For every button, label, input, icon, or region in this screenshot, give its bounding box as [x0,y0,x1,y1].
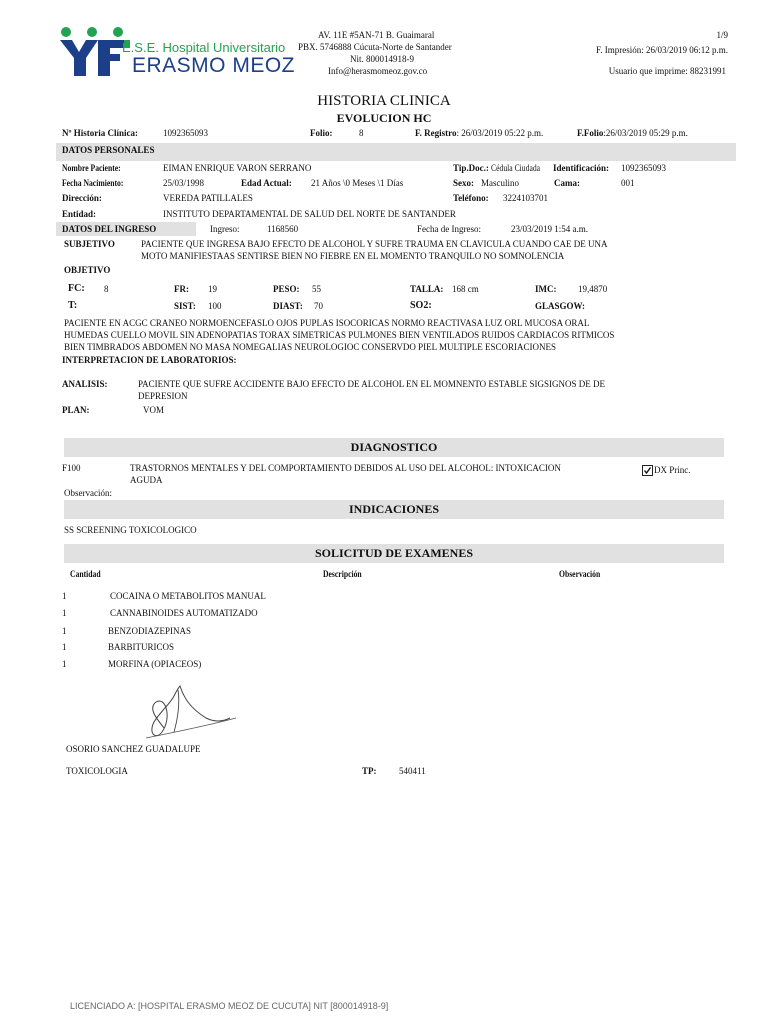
exam-qty: 1 [62,642,67,652]
print-date [596,45,728,55]
ingreso-label: Ingreso: [210,224,240,234]
logo-line-2: ERASMO MEOZ [132,54,296,77]
analisis-line-1: PACIENTE QUE SUFRE ACCIDENTE BAJO EFECTO DE ALCOHOL EN EL MOMNENTO ESTABLE SIGSIGNOS DE DE [138,379,605,389]
folio-label: Folio: [310,128,333,138]
entity-label: Entidad: [62,209,97,219]
sex-value: Masculino [481,178,519,188]
print-date-value: 26/03/2019 06:12 p.m. [645,45,728,55]
logo-line-1: E.S.E. Hospital Universitario [122,40,286,55]
document-subtitle: EVOLUCION HC [336,111,432,125]
ffolio [577,128,688,138]
address-value: VEREDA PATILLALES [163,193,253,203]
sist-label: SIST: [174,301,196,311]
imc-value: 19,4870 [578,284,608,294]
hospital-logo [58,26,296,78]
address-label: Dirección: [62,193,102,203]
subjetivo-label: SUBJETIVO [64,239,115,249]
ingreso-section-title: DATOS DEL INGRESO [62,224,157,234]
dx-code: F100 [62,463,81,473]
ffolio-label: F.Folio [577,128,604,138]
registro-label: F. Registro [415,128,457,138]
registro-value: : 26/03/2019 05:22 p.m. [456,128,544,138]
phone-label: Teléfono: [453,193,489,203]
patient-name: EIMAN ENRIQUE VARON SERRANO [163,163,312,173]
ingreso-date-label: Fecha de Ingreso: [417,224,481,234]
subjetivo-line-1: PACIENTE QUE INGRESA BAJO EFECTO DE ALCOHOL Y SUFRE TRAUMA EN CLAVICULA CUANDO CAE DE UNA [141,239,608,249]
dx-principal-label: DX Princ. [654,465,691,475]
license-footer: LICENCIADO A: [HOSPITAL ERASMO MEOZ DE CUCUTA] NIT [800014918-9] [70,1001,389,1011]
objetivo-label: OBJETIVO [64,265,111,275]
exam-desc: CANNABINOIDES AUTOMATIZADO [110,608,258,618]
talla-value: 168 cm [452,284,479,294]
talla-label: TALLA: [410,284,444,294]
diast-label: DIAST: [273,301,303,311]
subjetivo-line-2: MOTO MANIFIESTAAS SENTIRSE BIEN NO FIEBRE EN EL MOMENTO TRANQUILO NO SOMNOLENCIA [141,251,565,261]
signature-image [126,678,256,748]
header-address: AV. 11E #5AN-71 B. Guaimaral [318,30,435,40]
imc-label: IMC: [535,284,557,294]
analisis-line-2: DEPRESION [138,391,188,401]
personal-section-title: DATOS PERSONALES [62,145,155,155]
glasgow-label: GLASGOW: [535,301,586,311]
page-number: 1/9 [716,30,728,40]
exam-desc: BENZODIAZEPINAS [108,626,191,636]
logo-people-icon [58,26,130,78]
age-value: 21 Años \0 Meses \1 Días [311,178,404,188]
indicaciones-band [64,500,724,519]
col-descripcion: Descripción [323,569,362,579]
ffolio-value: :26/03/2019 05:29 p.m. [603,128,688,138]
tp-label: TP: [362,766,377,776]
history-label: Nº Historia Clínica: [62,128,138,138]
exam-line-3: BIEN TIMBRADOS ABDOMEN NO MASA NOMEGALIAS NEUROLOGIOC CONSERVDO PIEL MULTIPLE ESCORIACIONES [64,342,556,352]
exam-line-1: PACIENTE EN ACGC CRANEO NORMOENCEFASLO OJOS PUPLAS ISOCORICAS NORMO REACTIVASA LUZ ORL MUCOSA ORAL [64,318,590,328]
header-nit: Nit. 800014918-9 [350,54,414,64]
indicaciones-title: INDICACIONES [348,502,440,516]
diast-value: 70 [314,301,323,311]
id-label: Identificación: [553,163,609,173]
exam-desc: BARBITURICOS [108,642,175,652]
lab-label: INTERPRETACION DE LABORATORIOS: [62,355,237,365]
tp-value: 540411 [399,766,426,776]
diagnostico-band [64,438,724,457]
fc-value: 8 [104,284,109,294]
col-observacion: Observación [559,569,601,579]
printed-by-value: 88231991 [690,66,726,76]
tipdoc [453,163,549,173]
exam-desc: COCAINA O METABOLITOS MANUAL [110,591,266,601]
personal-section-band [56,143,736,161]
indicaciones-text: SS SCREENING TOXICOLOGICO [64,525,197,535]
examenes-band [64,544,724,563]
tipdoc-value: Cédula Ciudada [491,163,541,173]
exam-desc: MORFINA (OPIACEOS) [108,659,202,669]
printed-by-label: Usuario que imprime: [608,66,688,76]
diagnostico-title: DIAGNOSTICO [350,440,438,454]
analisis-label: ANALISIS: [62,379,108,389]
examenes-title: SOLICITUD DE EXAMENES [314,546,474,560]
dx-desc-line-2: AGUDA [130,475,163,485]
t-label: T: [68,300,78,311]
registro [415,128,543,138]
ingreso-value: 1168560 [267,224,299,234]
exam-qty: 1 [62,626,67,636]
fr-value: 19 [208,284,217,294]
exam-qty: 1 [62,659,67,669]
id-value: 1092365093 [621,163,666,173]
sist-value: 100 [208,301,222,311]
signer-specialty: TOXICOLOGIA [66,766,128,776]
plan-value: VOM [143,405,165,415]
tipdoc-label: Tip.Doc.: [453,163,489,173]
header-email: Info@herasmomeoz.gov.co [328,66,428,76]
peso-value: 55 [312,284,321,294]
phone-value: 3224103701 [503,193,548,203]
age-label: Edad Actual: [241,178,292,188]
exam-qty: 1 [62,608,67,618]
sex-label: Sexo: [453,178,474,188]
so2-label: SO2: [410,300,432,311]
entity-value: INSTITUTO DEPARTAMENTAL DE SALUD DEL NORTE DE SANTANDER [163,209,456,219]
plan-label: PLAN: [62,405,90,415]
exam-qty: 1 [62,591,67,601]
print-date-label: F. Impresión: [595,45,644,55]
printed-by [609,66,726,76]
birth-label: Fecha Nacimiento: [62,178,124,188]
peso-label: PESO: [273,284,300,294]
dx-desc-line-1: TRASTORNOS MENTALES Y DEL COMPORTAMIENTO DEBIDOS AL USO DEL ALCOHOL: INTOXICACION [130,463,561,473]
bed-value: 001 [621,178,635,188]
signer-name: OSORIO SANCHEZ GUADALUPE [66,744,201,754]
check-icon [643,466,652,475]
fc-label: FC: [68,283,85,294]
header-pbx: PBX. 5746888 Cúcuta-Norte de Santander [298,42,452,52]
exam-line-2: HUMEDAS CUELLO MOVIL SIN ADENOPATIAS TORAX SIMETRICAS PULMONES BIEN VENTILADOS RUIDOS CARDIACOS RITMICOS [64,330,615,340]
fr-label: FR: [174,284,189,294]
document-title: HISTORIA CLINICA [317,93,451,109]
birth-value: 25/03/1998 [163,178,205,188]
history-value: 1092365093 [163,128,208,138]
bed-label: Cama: [554,178,580,188]
observacion-label: Observación: [64,488,112,498]
name-label: Nombre Paciente: [62,163,121,173]
ingreso-date-value: 23/03/2019 1:54 a.m. [511,224,588,234]
dx-principal-checkbox[interactable] [642,465,653,476]
folio-value: 8 [359,128,364,138]
col-cantidad: Cantidad [70,569,101,579]
